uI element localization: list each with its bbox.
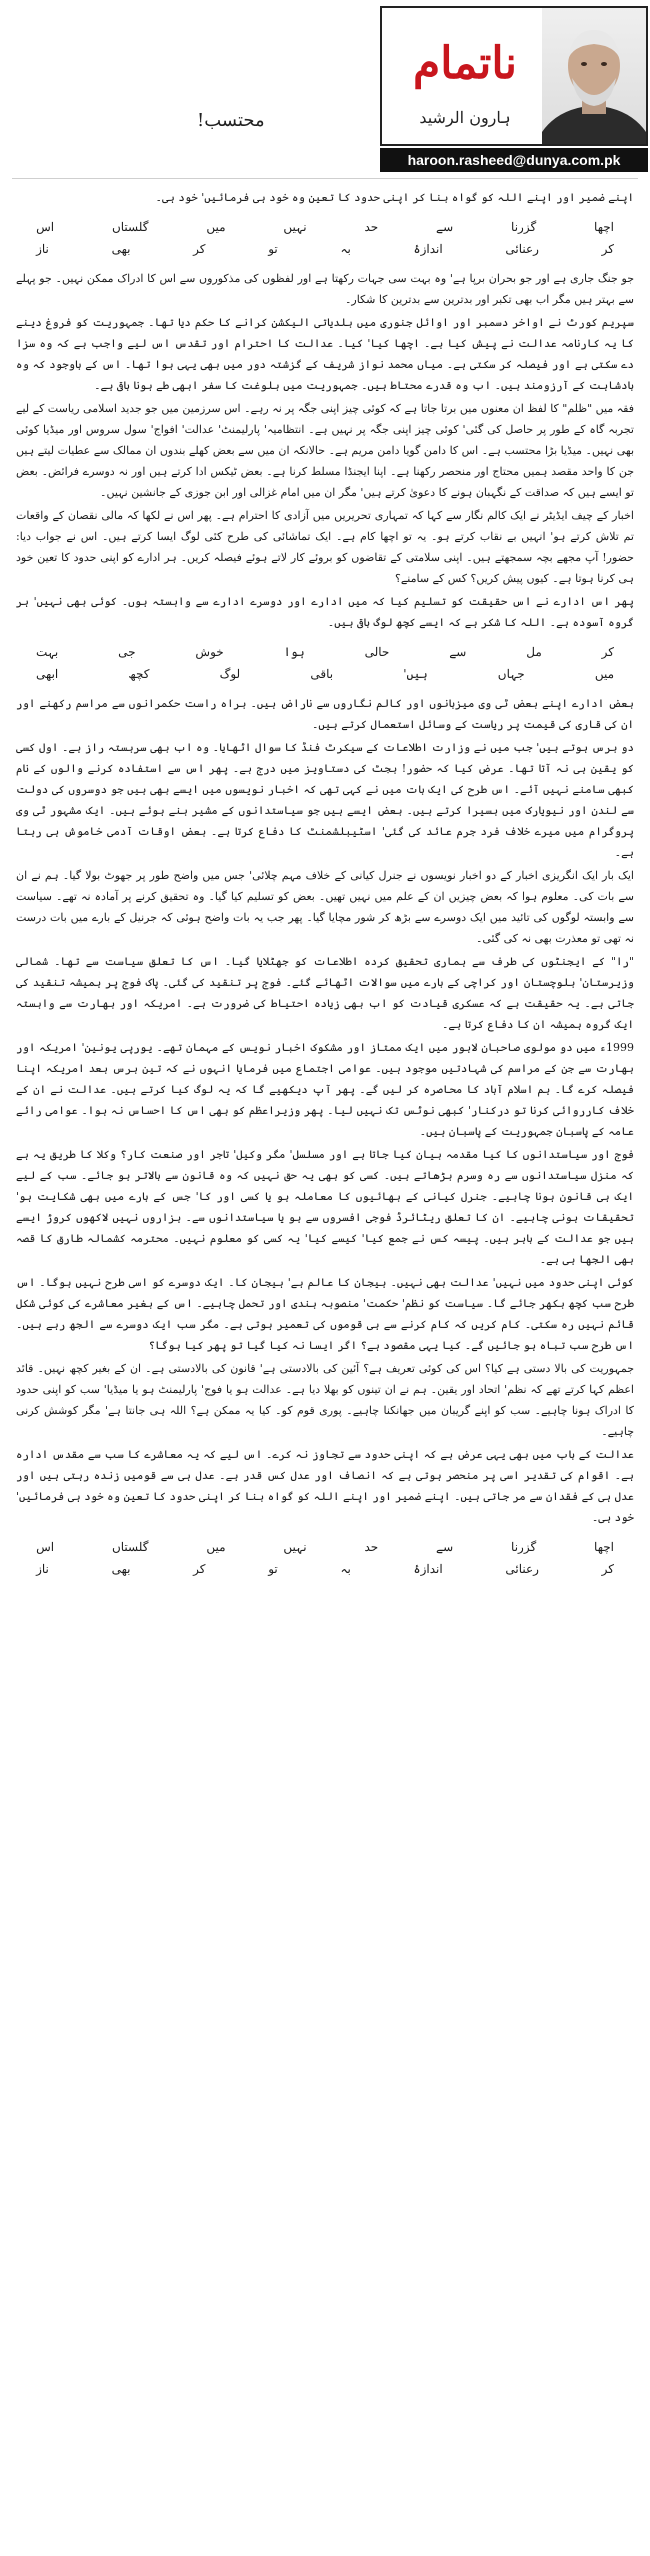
verse-word: بہت (36, 645, 59, 659)
verse-word: کر (601, 242, 614, 256)
verse-word: جہاں (497, 667, 525, 681)
verse-word: بہ (340, 1562, 351, 1576)
verse-word: میں (206, 1540, 226, 1554)
verse-word: اندازۂ (413, 1562, 443, 1576)
article-paragraph: فقہ میں "ظلم" کا لفظ ان معنوں میں برتا جاتا ہے کہ کوئی چیز اپنی جگہ پر نہ رہے۔ اس سرزمین میں جو جدید اسلامی ریاست کے لیے تجربہ گاہ کے طور پر حاصل کی گئی' کوئی چیز اپنی جگہ پر نہیں ہے۔ انتظامیہ' پارلیمنٹ' عدالت' افواج' سول سروس اور میڈیا کوئی بھی نہیں۔ میڈیا بڑا محتسب ہے۔ اس کا دامن گویا دامن مریم ہے۔ حالانکہ ان میں سے بعض کھلے بندوں ان ممالک سے عطیات لیتے ہیں جن کا واحد مقصد ہمیں محتاج اور منحصر رکھنا ہے۔ اپنا ایجنڈا مسلط کرنا ہے۔ بعض ٹیکس ادا کرتے ہیں اور نہ دوسرے فرائض۔ بعض تو ایسے ہیں کہ صداقت کے نگہبان ہونے کا دعویٰ کرتے ہیں' مگر ان میں امام غزالی اور ابن جوزی کے جانشین نہیں۔ (16, 402, 634, 499)
article-paragraph: 1999ء میں دو مولوی صاحبان لاہور میں ایک ممتاز اور مشکوک اخبار نویس کے مہمان تھے۔ یورپی یونین' امریکہ اور بھارت سے جن کے مراسم کی شہادتیں موجود ہیں۔ عوامی اجتماع میں فرمایا انہوں نے کہ تین برس بعد امریکہ اپنا فیصلہ کرے گا۔ ہم اسلام آباد کا محاصرہ کر لیں گے۔ پھر آپ دیکھیے گا کہ یہ لوگ کیا کرتے ہیں۔ عدالت نے ان کے خلاف کارروائی کرنا تو درکنار' کبھی نوٹس تک نہیں لیا۔ پھر وزیراعظم کو بھی اس کا احساس نہ ہوا۔ عوامی رائے عامہ کے پاسبان جمہوریت کے پاسبان ہیں۔ (16, 1041, 634, 1138)
article-paragraph: عدالت کے باب میں بھی یہی عرض ہے کہ اپنی حدود سے تجاوز نہ کرے۔ اس لیے کہ یہ معاشرے کا سب سے مقدس ادارہ ہے۔ اقوام کی تقدیر اسی پر منحصر ہوتی ہے کہ انصاف اور عدل کس قدر ہے۔ عدل ہی سے قومیں زندہ رہتی ہیں اور عدل ہی کے فقدان سے مر جاتی ہیں۔ اپنے ضمیر اور اپنے اللہ کو گواہ بنا کر اپنی حدود کا تعین وہ خود ہی فرمائیں' خود ہی۔ (16, 1448, 634, 1524)
author-portrait-illustration (542, 8, 646, 144)
verse-word: اچھا (594, 220, 614, 234)
verse-word: کر (193, 242, 206, 256)
verse-2-line-2 (16, 663, 634, 685)
article-paragraph: جمہوریت کی بالا دستی ہے کیا؟ اس کی کوئی تعریف ہے؟ آئین کی بالادستی ہے' قانون کی بالادستی ہے۔ ان کے بغیر کچھ نہیں۔ قائد اعظم کہا کرتے تھے کہ نظم' اتحاد اور یقین۔ ہم نے ان تینوں کو بھلا دیا ہے۔ عدالت ہو یا فوج' پارلیمنٹ ہو یا میڈیا' سب کو اپنی حدود کا ادراک ہونا چاہیے۔ سب کو اپنے گریبان میں جھانکنا چاہیے۔ پوری قوم کو۔ کیا یہ ممکن ہے؟ اللہ ہی جانتا ہے' مگر کوشش کرنی چاہیے۔ (16, 1362, 634, 1438)
article-paragraph: بعض ادارے اپنے بعض ٹی وی میزبانوں اور کالم نگاروں سے ناراض ہیں۔ براہ راست حکمرانوں سے مراسم رکھنے اور ان کی قاری کی قیمت پر ریاست کے وسائل استعمال کرتے ہیں۔ (16, 697, 634, 731)
verse-word: سے (436, 1540, 454, 1554)
verse-word: کر (601, 1562, 614, 1576)
article-paragraph: اخبار کے چیف ایڈیٹر نے ایک کالم نگار سے کہا کہ تمہاری تحریریں میں آزادی کا احترام ہے۔ پھر اس نے لکھا کہ مالی نقصان کے واقعات تم تلاش کرتے ہو' انہیں بے نقاب کرتے ہو۔ یہ تو اچھا کام ہے۔ ایک تماشائی کی طرح کئی لوگ ایسا کرتے ہیں۔ اس نے جواب دیا: حضور! آپ مجھے بچہ سمجھتے ہیں۔ اپنی سلامتی کے تقاضوں کو بروئے کار لاتے ہوئے فیصلہ کریں۔ ہر ادارے کو اپنی حدود کا تعین خود ہی کرنا ہوتا ہے۔ کیوں پیش کریں؟ کس کے سامنے؟ (16, 509, 634, 585)
author-portrait (542, 8, 646, 144)
article-paragraph: ایک بار ایک انگریزی اخبار کے دو اخبار نویسوں نے جنرل کیانی کے خلاف مہم چلائی' جس میں واضح طور پر جھوٹ بولا گیا۔ ہم نے ان سے بات کی۔ معلوم ہوا کہ بعض چیزیں ان کے علم میں نہیں تھیں۔ بعض کو تسلیم کیا گیا۔ وہ تحقیق کرنے پر آمادہ نہ تھے۔ سیاست سے وابستہ لوگوں کی تائید میں ایک دوسرے سے بڑھ کر شور مچایا گیا۔ پھر جب یہ بات واضح ہوئی کہ جرنیل کے بارے میں بات درست نہ تھی تو معذرت بھی نہ کی گئی۔ (16, 869, 634, 945)
verse-word: حد (364, 1540, 379, 1554)
verse-word: رعنائی (505, 242, 539, 256)
column-title: محتسب! (197, 110, 265, 131)
verse-word: رعنائی (505, 1562, 539, 1576)
verse-3-line-2 (16, 1558, 634, 1580)
article-paragraph: پھر اس ادارے نے اس حقیقت کو تسلیم کیا کہ میں ادارے اور دوسرے ادارے سے وابستہ ہوں۔ کوئی بھی نہیں' ہر گروہ آسودہ ہے۔ اللہ کا شکر ہے کہ ایسے کچھ لوگ باقی ہیں۔ (16, 595, 634, 629)
verse-word: اس (36, 1540, 55, 1554)
article-paragraph: "را" کے ایجنٹوں کی طرف سے ہماری تحقیق کردہ اطلاعات کو جھٹلایا گیا۔ اس کا تعلق سیاست سے تھا۔ شمالی وزیرستان' بلوچستان اور کراچی کے بارے میں سوالات اٹھائے گئے۔ فوج پر تنقید کی گئی۔ پاک فوج پر ہمیشہ تنقید کی جاتی ہے۔ یہ حقیقت ہے کہ عسکری قیادت کو اب بھی زیادہ احتیاط کی ضرورت ہے۔ امریکہ اور بھارت سے وابستہ ایک گروہ ہمیشہ ان کا دفاع کرتا ہے۔ (16, 955, 634, 1031)
verse-word: کچھ (128, 667, 150, 681)
verse-word: گزرنا (511, 220, 537, 234)
author-name: ہارون الرشید (419, 108, 511, 127)
verse-word: سے (449, 645, 467, 659)
column-brand-box (380, 6, 648, 146)
verse-word: نہیں (283, 1540, 307, 1554)
verse-word: مل (526, 645, 542, 659)
verse-word: کر (601, 645, 614, 659)
verse-word: بہ (340, 242, 351, 256)
verse-2-line-1 (16, 641, 634, 663)
verse-word: لوگ (219, 667, 241, 681)
verse-word: ناز (36, 242, 49, 256)
verse-word: بھی (111, 1562, 131, 1576)
article-paragraph: جو جنگ جاری ہے اور جو بحران برپا ہے' وہ بہت سی جہات رکھتا ہے اور لفظوں کی مذکوروں سے اس کا ادراک ممکن نہیں۔ جو پہلے سے بہتر ہیں مگر اب بھی تکبر اور بدترین سے بدترین کا شکار۔ (16, 272, 634, 306)
verse-word: تو (268, 1562, 278, 1576)
verse-word: ہوا (283, 645, 305, 659)
verse-word: نہیں (283, 220, 307, 234)
column-name: ناتمام (413, 38, 517, 89)
verse-couplet-3 (16, 1536, 634, 1580)
verse-word: گلستاں (111, 220, 149, 234)
verse-word: میں (594, 667, 614, 681)
article-paragraph: فوج اور سیاستدانوں کا کیا مقدمہ بیان کیا جاتا ہے اور مسلسل' مگر وکیل' تاجر اور صنعت کار؟ وکلا کا طریق یہ ہے کہ منزل سیاستدانوں سے رہ وسرم بڑھاتے ہیں۔ کسی کو بھی یہ حق نہیں کہ وہ قانون سے بالاتر ہو جائے۔ سب کے لیے ایک ہی قانون ہونا چاہیے۔ جنرل کیانی کے بھائیوں کا معاملہ ہو یا کسی اور کا' جس کے بارے میں بھی شکایت ہو' تحقیقات ہونی چاہیے۔ ان کا تعلق ریٹائرڈ فوجی افسروں سے ہو یا سیاستدانوں سے۔ ہزاروں نہیں لاکھوں کروڑ ایسے ہیں جو عدالت کے باہر ہیں۔ پیسہ کس نے جمع کیا' کیسے کیا' یہ کسی کو معلوم نہیں۔ محترمہ کشمالہ طارق کا قصہ بھی الجھا ہی ہے۔ (16, 1148, 634, 1266)
verse-word: بھی (111, 242, 131, 256)
article-body (12, 179, 638, 1580)
verse-word: ناز (36, 1562, 49, 1576)
verse-word: میں (206, 220, 226, 234)
verse-couplet-2 (16, 641, 634, 685)
verse-1-line-2 (16, 238, 634, 260)
verse-word: باقی (310, 667, 334, 681)
verse-word: گزرنا (511, 1540, 537, 1554)
article-intro: اپنے ضمیر اور اپنے اللہ کو گواہ بنا کر اپنی حدود کا تعین وہ خود ہی فرمائیں' خود ہی۔ (155, 191, 634, 204)
verse-word: اچھا (594, 1540, 614, 1554)
verse-word: تو (268, 242, 278, 256)
verse-word: سے (436, 220, 454, 234)
article-paragraph: سپریم کورٹ نے اواخر دسمبر اور اوائل جنوری میں بلدیاتی الیکشن کرانے کا حکم دیا تھا۔ جمہوریت کو فروغ دینے کا یہ کارنامہ عدالت نے پیش کیا ہے۔ اچھا کیا' کیا۔ عدالت کا احترام اور تقدس اس لیے واجب ہے کہ وہ سزا دے سکتی ہے اور فیصلہ کر سکتی ہے۔ میاں محمد نواز شریف کے گزشتہ دور میں بھی یہی ہوا تھا۔ اس کے باوجود کہ وہ بادشاہت کے آرزومند ہیں۔ اب وہ قدرے محتاط ہیں۔ جمہوریت میں بلوغت کا سفر ابھی طے ہونا باقی ہے۔ (16, 316, 634, 392)
verse-1-line-1 (16, 216, 634, 238)
verse-word: اس (36, 220, 55, 234)
verse-word: خوش (195, 645, 224, 659)
verse-word: حد (364, 220, 379, 234)
verse-word: جی (118, 645, 136, 659)
verse-couplet-1 (16, 216, 634, 260)
verse-word: گلستاں (111, 1540, 149, 1554)
article-paragraph: دو برس ہوتے ہیں' جب میں نے وزارت اطلاعات کے سیکرٹ فنڈ کا سوال اٹھایا۔ وہ اب بھی سربستہ راز ہے۔ اول کسی کو یقین ہی نہ آتا تھا۔ عرض کیا کہ حضور! بجٹ کی دستاویز میں درج ہے۔ پھر اس سے استفادہ کرنے والوں کے نام کبھی سامنے نہیں آئے۔ اس طرح کی ایک بات میں نے کہی تھی کہ اخبار نویسوں میں ایسے بھی ہیں جو دوسروں کی دولت سے لندن اور نیویارک میں بسیرا کرتے ہیں۔ بعض ایسے ہیں جو سیاستدانوں کے مشیر بنے ہوئے ہیں۔ ایک مشہور ٹی وی پروگرام میں میرے خلاف فرد جرم عائد کی گئی' اسٹیبلشمنٹ کا دفاع کرتا ہے۔ بعض اوقات آدمی خاموش ہی رہتا ہے۔ (16, 741, 634, 859)
verse-word: ہیں' (403, 667, 428, 681)
verse-word: کر (193, 1562, 206, 1576)
verse-3-line-1 (16, 1536, 634, 1558)
verse-word: حالی (364, 645, 390, 659)
column-masthead (12, 0, 638, 179)
verse-word: ابھی (36, 667, 59, 681)
article-paragraph: کوئی اپنی حدود میں نہیں' عدالت بھی نہیں۔ ہیجان کا عالم ہے' ہیجان کا۔ ایک دوسرے کو اسی طرح نہیں ہوگا۔ اس طرح سب کچھ بکھر جائے گا۔ سیاست کو نظم' حکمت' منصوبہ بندی اور تحمل چاہیے۔ اس کے بغیر معاشرے کی کوئی شکل قائم نہیں رہ سکتی۔ کام کریں کہ کام کرنے سے ہی قوموں کی تعمیر ہوتی ہے۔ مگر سب ایک دوسرے سے الجھ رہے ہیں۔ اس طرح سب تباہ ہو جائیں گے۔ کیا یہی مقصود ہے؟ اگر ایسا نہ کیا گیا تو پھر کیا ہوگا؟ (16, 1276, 634, 1352)
verse-word: اندازۂ (413, 242, 443, 256)
author-email: haroon.rasheed@dunya.com.pk (380, 148, 648, 172)
